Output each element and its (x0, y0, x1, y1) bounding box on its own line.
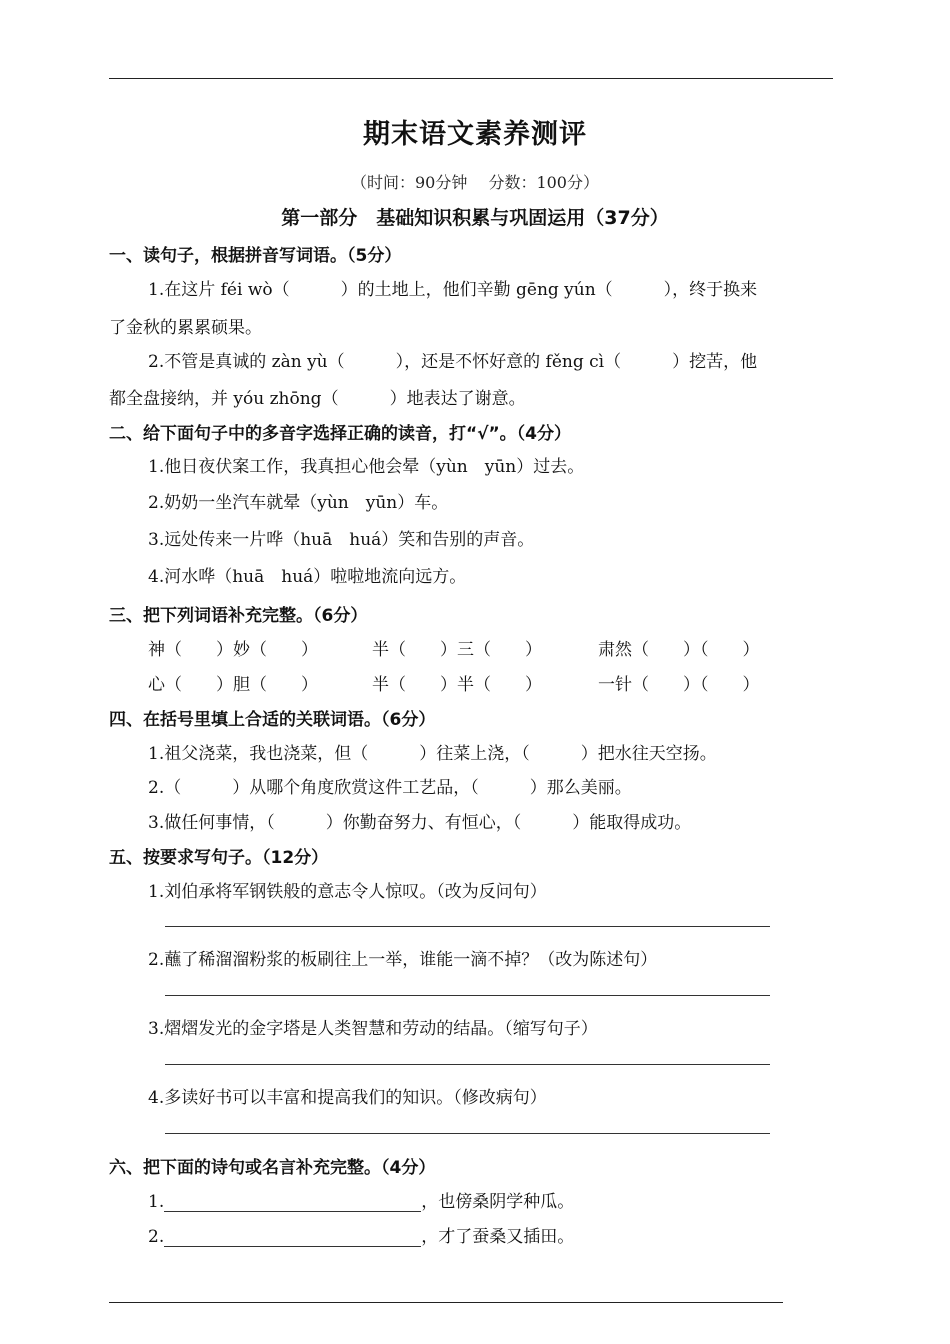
section-5-prompt: 4.多读好书可以丰富和提高我们的知识。（修改病句） (148, 1088, 547, 1108)
poem-item-tail: ，也傍桑阴学种瓜。 (421, 1192, 575, 1212)
idiom-blank: 半（ ）半（ ） (372, 675, 542, 695)
answer-line[interactable] (165, 926, 770, 927)
poem-blank[interactable] (164, 1193, 421, 1212)
idiom-blank: 半（ ）三（ ） (372, 640, 542, 660)
section-5-prompt: 3.熠熠发光的金字塔是人类智慧和劳动的结晶。（缩写句子） (148, 1019, 598, 1039)
section-3-heading: 三、把下列词语补充完整。（6分） (109, 606, 368, 626)
page-title: 期末语文素养测评 (363, 119, 587, 150)
section-4-heading: 四、在括号里填上合适的关联词语。（6分） (109, 710, 436, 730)
section-1-line: 2.不管是真诚的 zàn yù（ ），还是不怀好意的 fěng cì（ ）挖苦，他 (148, 352, 758, 372)
footer-rule (109, 1302, 783, 1303)
idiom-blank: 肃然（ ）（ ） (598, 640, 760, 660)
answer-line[interactable] (165, 1064, 770, 1065)
poem-item-number: 2. (148, 1227, 165, 1247)
poem-blank[interactable] (164, 1228, 421, 1247)
section-1-line: 了金秋的累累硕果。 (109, 318, 262, 338)
section-2-line: 2.奶奶一坐汽车就晕（yùn yūn）车。 (148, 493, 449, 513)
section-4-line: 1.祖父浇菜，我也浇菜，但（ ）往菜上浇，（ ）把水往天空扬。 (148, 744, 717, 764)
section-5-heading: 五、按要求写句子。（12分） (109, 848, 329, 868)
exam-info: （时间：90分钟 分数：100分） (351, 173, 599, 192)
section-5-prompt: 1.刘伯承将军钢铁般的意志令人惊叹。（改为反问句） (148, 882, 547, 902)
answer-line[interactable] (165, 995, 770, 996)
answer-line[interactable] (165, 1133, 770, 1134)
section-1-heading: 一、读句子，根据拼音写词语。（5分） (109, 246, 402, 266)
poem-item (148, 1187, 574, 1212)
header-rule (109, 78, 833, 79)
idiom-blank: 心（ ）胆（ ） (148, 675, 318, 695)
poem-item-tail: ，才了蚕桑又插田。 (421, 1227, 575, 1247)
poem-item (148, 1222, 574, 1247)
idiom-blank: 神（ ）妙（ ） (148, 640, 318, 660)
section-1-line: 1.在这片 féi wò（ ）的土地上，他们辛勤 gēng yún（ ），终于换来 (148, 280, 758, 300)
poem-item-number: 1. (148, 1192, 165, 1212)
section-2-line: 1.他日夜伏案工作，我真担心他会晕（yùn yūn）过去。 (148, 457, 585, 477)
section-2-line: 4.河水哗（huā huá）啦啦地流向远方。 (148, 567, 467, 587)
section-2-heading: 二、给下面句子中的多音字选择正确的读音，打“√”。（4分） (109, 424, 572, 444)
idiom-blank: 一针（ ）（ ） (598, 675, 760, 695)
section-2-line: 3.远处传来一片哗（huā huá）笑和告别的声音。 (148, 530, 535, 550)
section-4-line: 2.（ ）从哪个角度欣赏这件工艺品，（ ）那么美丽。 (148, 778, 632, 798)
part-title: 第一部分 基础知识积累与巩固运用（37分） (281, 207, 669, 229)
section-4-line: 3.做任何事情，（ ）你勤奋努力、有恒心，（ ）能取得成功。 (148, 813, 692, 833)
section-5-prompt: 2.蘸了稀溜溜粉浆的板刷往上一举，谁能一滴不掉？（改为陈述句） (148, 950, 658, 970)
section-6-heading: 六、把下面的诗句或名言补充完整。（4分） (109, 1158, 436, 1178)
section-1-line: 都全盘接纳，并 yóu zhōng（ ）地表达了谢意。 (109, 389, 526, 409)
